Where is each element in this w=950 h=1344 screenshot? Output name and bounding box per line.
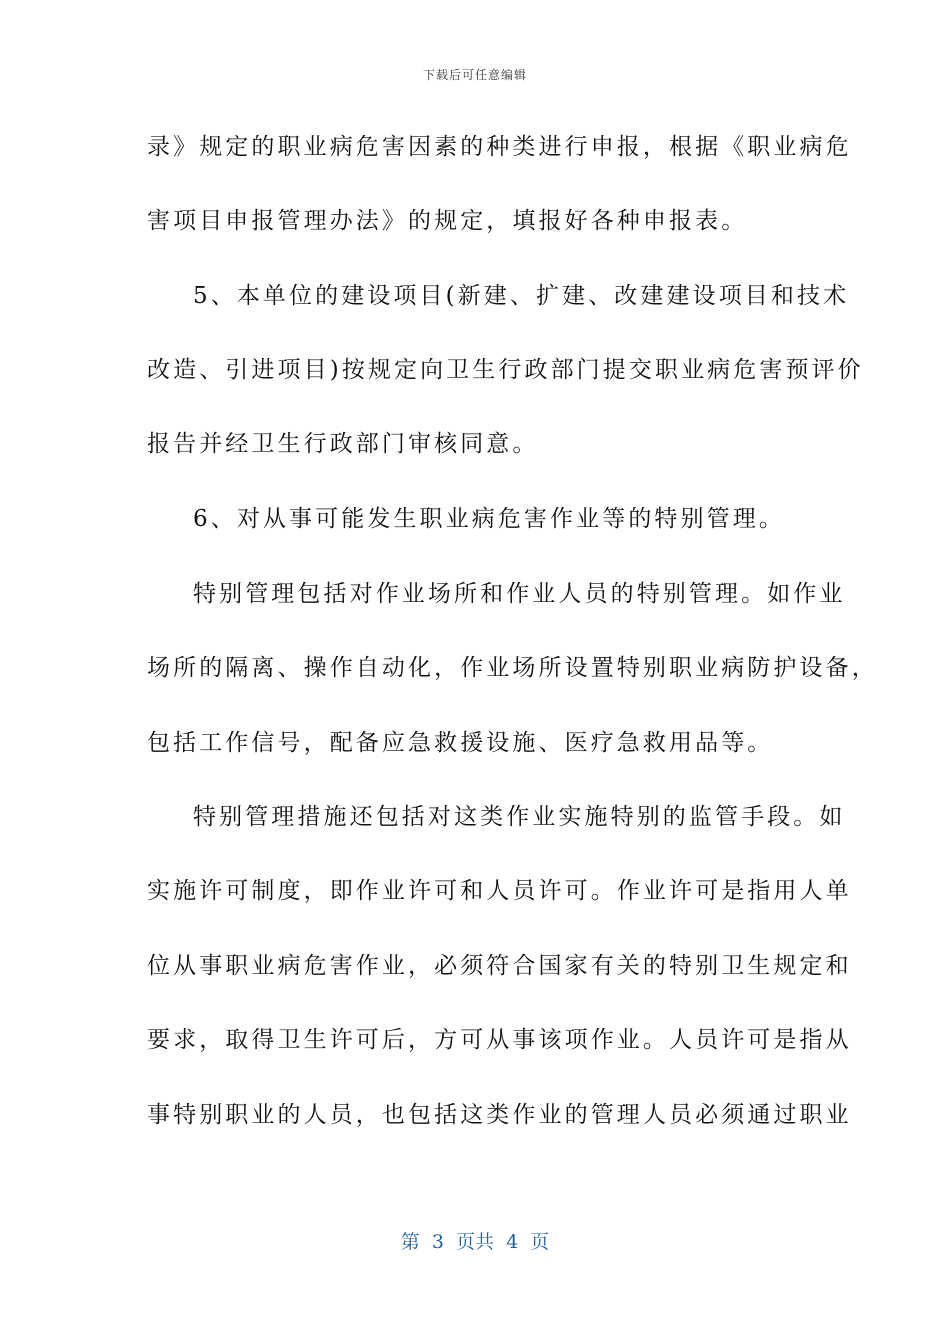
text-line: 6、对从事可能发生职业病危害作业等的特别管理。 (193, 506, 785, 532)
text-line: 要求，取得卫生许可后，方可从事该项作业。人员许可是指从 (147, 1027, 852, 1053)
text-line: 5、本单位的建设项目(新建、扩建、改建建设项目和技术 (193, 283, 850, 309)
text-line: 包括工作信号，配备应急救援设施、医疗急救用品等。 (147, 730, 774, 756)
text-line: 特别管理包括对作业场所和作业人员的特别管理。如作业 (193, 581, 846, 607)
text-line: 报告并经卫生行政部门审核同意。 (147, 431, 539, 457)
page-header-note: 下载后可任意编辑 (422, 68, 527, 82)
text-line: 害项目申报管理办法》的规定，填报好各种申报表。 (147, 208, 748, 234)
text-line: 录》规定的职业病危害因素的种类进行申报，根据《职业病危 (147, 134, 852, 160)
text-line: 场所的隔离、操作自动化，作业场所设置特别职业病防护设备， (147, 655, 878, 681)
text-line: 特别管理措施还包括对这类作业实施特别的监管手段。如 (193, 804, 846, 830)
text-line: 事特别职业的人员，也包括这类作业的管理人员必须通过职业 (147, 1102, 852, 1128)
text-line: 实施许可制度，即作业许可和人员许可。作业许可是指用人单 (147, 878, 852, 904)
text-line: 改造、引进项目)按规定向卫生行政部门提交职业病危害预评价 (147, 357, 864, 383)
page-number-footer: 第 3 页共 4 页 (400, 1231, 550, 1253)
text-line: 位从事职业病危害作业，必须符合国家有关的特别卫生规定和 (147, 953, 852, 979)
